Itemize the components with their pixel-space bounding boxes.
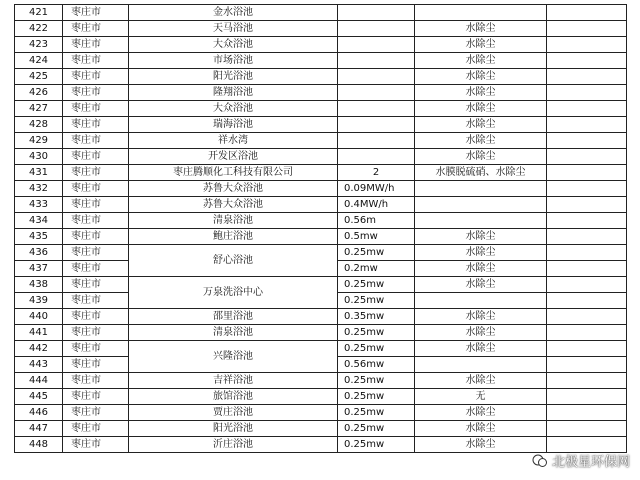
row-number: 429 xyxy=(15,133,63,149)
measure-cell: 水膜脱硫硝、水除尘 xyxy=(415,165,547,181)
table-row xyxy=(15,341,627,357)
capacity-cell: 0.56m xyxy=(338,213,415,229)
empty-cell xyxy=(547,53,627,69)
empty-cell xyxy=(547,101,627,117)
city-cell: 枣庄市 xyxy=(63,69,129,85)
capacity-cell: 0.56mw xyxy=(338,357,415,373)
capacity-cell: 0.25mw xyxy=(338,293,415,309)
row-number: 432 xyxy=(15,181,63,197)
measure-cell: 无 xyxy=(415,389,547,405)
measure-cell: 水除尘 xyxy=(415,229,547,245)
capacity-cell: 0.25mw xyxy=(338,437,415,453)
measure-cell: 水除尘 xyxy=(415,133,547,149)
measure-cell: 水除尘 xyxy=(415,421,547,437)
measure-cell: 水除尘 xyxy=(415,341,547,357)
facility-name-cell: 沂庄浴池 xyxy=(129,437,338,453)
empty-cell xyxy=(547,37,627,53)
empty-cell xyxy=(547,165,627,181)
capacity-cell xyxy=(338,37,415,53)
capacity-cell xyxy=(338,21,415,37)
capacity-cell: 0.25mw xyxy=(338,405,415,421)
row-number: 434 xyxy=(15,213,63,229)
capacity-cell: 0.09MW/h xyxy=(338,181,415,197)
facility-name-cell: 苏鲁大众浴池 xyxy=(129,181,338,197)
row-number: 446 xyxy=(15,405,63,421)
facility-name-cell: 金水浴池 xyxy=(129,5,338,21)
capacity-cell: 0.5mw xyxy=(338,229,415,245)
facility-name-cell: 瑞海浴池 xyxy=(129,117,338,133)
table-row xyxy=(15,309,627,325)
city-cell: 枣庄市 xyxy=(63,389,129,405)
empty-cell xyxy=(547,85,627,101)
row-number: 437 xyxy=(15,261,63,277)
table-row xyxy=(15,133,627,149)
row-number: 431 xyxy=(15,165,63,181)
row-number: 445 xyxy=(15,389,63,405)
city-cell: 枣庄市 xyxy=(63,245,129,261)
empty-cell xyxy=(547,69,627,85)
empty-cell xyxy=(547,21,627,37)
facility-name-cell: 邵里浴池 xyxy=(129,309,338,325)
empty-cell xyxy=(547,149,627,165)
facility-name-cell: 隆翔浴池 xyxy=(129,85,338,101)
facility-name-cell: 苏鲁大众浴池 xyxy=(129,197,338,213)
measure-cell: 水除尘 xyxy=(415,69,547,85)
city-cell: 枣庄市 xyxy=(63,309,129,325)
capacity-cell: 0.4MW/h xyxy=(338,197,415,213)
empty-cell xyxy=(547,405,627,421)
capacity-cell: 0.25mw xyxy=(338,389,415,405)
capacity-cell: 0.25mw xyxy=(338,277,415,293)
table-row xyxy=(15,373,627,389)
watermark xyxy=(532,451,630,470)
capacity-cell xyxy=(338,53,415,69)
capacity-cell: 0.25mw xyxy=(338,245,415,261)
measure-cell xyxy=(415,5,547,21)
facility-name-cell: 大众浴池 xyxy=(129,37,338,53)
table-row xyxy=(15,197,627,213)
measure-cell: 水除尘 xyxy=(415,245,547,261)
city-cell: 枣庄市 xyxy=(63,85,129,101)
facility-name-cell: 天马浴池 xyxy=(129,21,338,37)
empty-cell xyxy=(547,245,627,261)
city-cell: 枣庄市 xyxy=(63,197,129,213)
table-row xyxy=(15,181,627,197)
table-row xyxy=(15,69,627,85)
capacity-cell: 0.25mw xyxy=(338,421,415,437)
facility-name-cell: 吉祥浴池 xyxy=(129,373,338,389)
facility-name-cell: 清泉浴池 xyxy=(129,213,338,229)
measure-cell: 水除尘 xyxy=(415,53,547,69)
measure-cell: 水除尘 xyxy=(415,85,547,101)
city-cell: 枣庄市 xyxy=(63,437,129,453)
empty-cell xyxy=(547,133,627,149)
facility-name-cell: 舒心浴池 xyxy=(129,245,338,277)
measure-cell: 水除尘 xyxy=(415,405,547,421)
city-cell: 枣庄市 xyxy=(63,277,129,293)
row-number: 421 xyxy=(15,5,63,21)
empty-cell xyxy=(547,325,627,341)
city-cell: 枣庄市 xyxy=(63,149,129,165)
table-row xyxy=(15,421,627,437)
measure-cell xyxy=(415,197,547,213)
empty-cell xyxy=(547,261,627,277)
empty-cell xyxy=(547,421,627,437)
city-cell: 枣庄市 xyxy=(63,293,129,309)
capacity-cell: 0.2mw xyxy=(338,261,415,277)
empty-cell xyxy=(547,117,627,133)
city-cell: 枣庄市 xyxy=(63,165,129,181)
table-row xyxy=(15,245,627,261)
empty-cell xyxy=(547,357,627,373)
capacity-cell xyxy=(338,5,415,21)
facility-name-cell: 开发区浴池 xyxy=(129,149,338,165)
empty-cell xyxy=(547,309,627,325)
capacity-cell: 2 xyxy=(338,165,415,181)
empty-cell xyxy=(547,389,627,405)
row-number: 441 xyxy=(15,325,63,341)
table-row xyxy=(15,149,627,165)
measure-cell xyxy=(415,357,547,373)
measure-cell: 水除尘 xyxy=(415,277,547,293)
measure-cell: 水除尘 xyxy=(415,101,547,117)
row-number: 422 xyxy=(15,21,63,37)
table-row xyxy=(15,5,627,21)
measure-cell: 水除尘 xyxy=(415,325,547,341)
city-cell: 枣庄市 xyxy=(63,53,129,69)
measure-cell: 水除尘 xyxy=(415,21,547,37)
facility-name-cell: 鲍庄浴池 xyxy=(129,229,338,245)
measure-cell: 水除尘 xyxy=(415,149,547,165)
city-cell: 枣庄市 xyxy=(63,5,129,21)
table-row xyxy=(15,277,627,293)
city-cell: 枣庄市 xyxy=(63,101,129,117)
capacity-cell: 0.25mw xyxy=(338,373,415,389)
table-row xyxy=(15,165,627,181)
facility-name-cell: 清泉浴池 xyxy=(129,325,338,341)
facility-name-cell: 枣庄腾顺化工科技有限公司 xyxy=(129,165,338,181)
capacity-cell xyxy=(338,85,415,101)
empty-cell xyxy=(547,373,627,389)
capacity-cell xyxy=(338,149,415,165)
row-number: 439 xyxy=(15,293,63,309)
capacity-cell xyxy=(338,69,415,85)
table-row xyxy=(15,229,627,245)
capacity-cell: 0.25mw xyxy=(338,325,415,341)
city-cell: 枣庄市 xyxy=(63,373,129,389)
city-cell: 枣庄市 xyxy=(63,21,129,37)
row-number: 436 xyxy=(15,245,63,261)
city-cell: 枣庄市 xyxy=(63,213,129,229)
city-cell: 枣庄市 xyxy=(63,261,129,277)
row-number: 447 xyxy=(15,421,63,437)
city-cell: 枣庄市 xyxy=(63,421,129,437)
row-number: 427 xyxy=(15,101,63,117)
measure-cell xyxy=(415,213,547,229)
facility-name-cell: 旅馆浴池 xyxy=(129,389,338,405)
city-cell: 枣庄市 xyxy=(63,181,129,197)
wechat-icon xyxy=(532,453,548,469)
row-number: 424 xyxy=(15,53,63,69)
table-row xyxy=(15,213,627,229)
capacity-cell: 0.35mw xyxy=(338,309,415,325)
row-number: 448 xyxy=(15,437,63,453)
row-number: 426 xyxy=(15,85,63,101)
facility-name-cell: 市场浴池 xyxy=(129,53,338,69)
capacity-cell xyxy=(338,117,415,133)
row-number: 435 xyxy=(15,229,63,245)
table-row xyxy=(15,101,627,117)
facility-name-cell: 贾庄浴池 xyxy=(129,405,338,421)
measure-cell xyxy=(415,293,547,309)
facility-name-cell: 阳光浴池 xyxy=(129,421,338,437)
capacity-cell xyxy=(338,101,415,117)
measure-cell: 水除尘 xyxy=(415,37,547,53)
city-cell: 枣庄市 xyxy=(63,229,129,245)
capacity-cell xyxy=(338,133,415,149)
empty-cell xyxy=(547,197,627,213)
city-cell: 枣庄市 xyxy=(63,357,129,373)
empty-cell xyxy=(547,181,627,197)
row-number: 430 xyxy=(15,149,63,165)
table-row xyxy=(15,389,627,405)
table-row xyxy=(15,21,627,37)
table-row xyxy=(15,405,627,421)
city-cell: 枣庄市 xyxy=(63,325,129,341)
empty-cell xyxy=(547,277,627,293)
city-cell: 枣庄市 xyxy=(63,117,129,133)
row-number: 444 xyxy=(15,373,63,389)
table-row xyxy=(15,85,627,101)
table-row xyxy=(15,53,627,69)
facility-name-cell: 兴隆浴池 xyxy=(129,341,338,373)
row-number: 443 xyxy=(15,357,63,373)
facility-name-cell: 大众浴池 xyxy=(129,101,338,117)
measure-cell: 水除尘 xyxy=(415,437,547,453)
facility-name-cell: 万泉洗浴中心 xyxy=(129,277,338,309)
watermark-text: 北极星环保网 xyxy=(551,455,630,470)
facility-name-cell: 祥水湾 xyxy=(129,133,338,149)
row-number: 425 xyxy=(15,69,63,85)
table-row xyxy=(15,325,627,341)
measure-cell: 水除尘 xyxy=(415,373,547,389)
capacity-cell: 0.25mw xyxy=(338,341,415,357)
empty-cell xyxy=(547,341,627,357)
empty-cell xyxy=(547,229,627,245)
measure-cell: 水除尘 xyxy=(415,309,547,325)
measure-cell xyxy=(415,181,547,197)
city-cell: 枣庄市 xyxy=(63,341,129,357)
empty-cell xyxy=(547,5,627,21)
data-table xyxy=(14,4,627,453)
facility-name-cell: 阳光浴池 xyxy=(129,69,338,85)
empty-cell xyxy=(547,213,627,229)
empty-cell xyxy=(547,293,627,309)
row-number: 440 xyxy=(15,309,63,325)
row-number: 428 xyxy=(15,117,63,133)
measure-cell: 水除尘 xyxy=(415,261,547,277)
measure-cell: 水除尘 xyxy=(415,117,547,133)
row-number: 433 xyxy=(15,197,63,213)
row-number: 423 xyxy=(15,37,63,53)
table-body xyxy=(15,5,627,453)
row-number: 438 xyxy=(15,277,63,293)
table-row xyxy=(15,37,627,53)
city-cell: 枣庄市 xyxy=(63,37,129,53)
row-number: 442 xyxy=(15,341,63,357)
table-row xyxy=(15,117,627,133)
city-cell: 枣庄市 xyxy=(63,405,129,421)
city-cell: 枣庄市 xyxy=(63,133,129,149)
